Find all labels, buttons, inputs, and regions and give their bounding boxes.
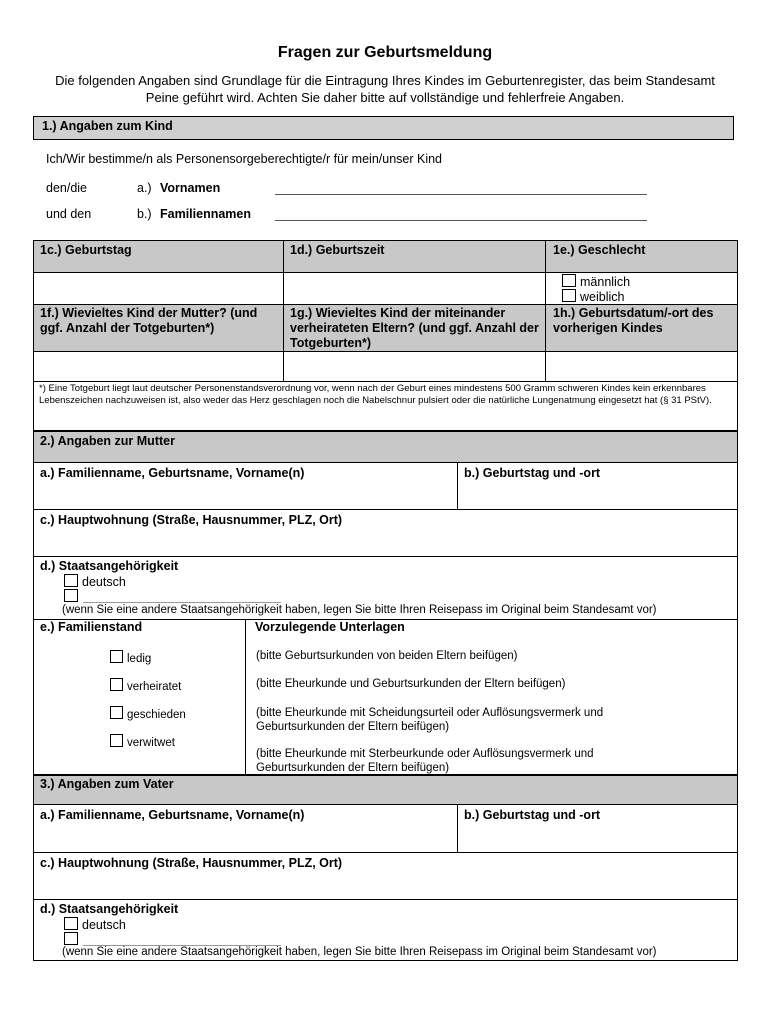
page-title: Fragen zur Geburtsmeldung [277,44,493,61]
checkbox-ledig[interactable] [110,650,123,663]
geschlecht-label: 1e.) Geschlecht [553,243,646,257]
geburtstag-label: 1c.) Geburtstag [40,243,132,257]
wievieltes-kind-eltern-field[interactable] [284,352,545,381]
father-nationality-note: (wenn Sie eine andere Staatsangehörigkeit haben, legen Sie bitte Ihren Reisepass im Original beim Standesamt vor) [62,946,657,958]
gender-female[interactable]: weiblich [562,289,624,304]
father-other-option[interactable] [64,932,82,947]
mother-name-field[interactable] [34,481,457,509]
mother-name-label: a.) Familienname, Geburtsname, Vorname(n) [40,466,305,480]
mother-nationality-label: d.) Staatsangehörigkeit [40,559,179,573]
docs-ledig: (bitte Geburtsurkunden von beiden Eltern beifügen) [256,650,518,662]
wievieltes-kind-mutter-field[interactable] [34,352,283,381]
father-name-field[interactable] [34,823,457,852]
familienstand-label: e.) Familienstand [40,620,143,634]
father-deutsch-option[interactable]: deutsch [64,917,126,932]
checkbox-mother-other[interactable] [64,589,78,602]
checkbox-geschieden[interactable] [110,706,123,719]
status-geschieden[interactable]: geschieden [110,706,186,721]
mother-other-nationality-field[interactable] [83,591,281,603]
geburtstag-field[interactable] [34,273,283,304]
father-other-nationality-field[interactable] [83,934,281,946]
checkbox-father-deutsch[interactable] [64,917,78,930]
row-a-prefix: den/die [46,181,88,195]
geburtszeit-label: 1d.) Geburtszeit [290,243,385,257]
status-verwitwet[interactable]: verwitwet [110,734,175,749]
mother-birth-label: b.) Geburtstag und -ort [464,466,601,480]
unterlagen-label: Vorzulegende Unterlagen [255,620,405,634]
kind-statement: Ich/Wir bestimme/n als Personensorgeberechtigte/r für mein/unser Kind [46,152,443,166]
mother-address-label: c.) Hauptwohnung (Straße, Hausnummer, PLZ, Ort) [40,513,343,527]
geburtszeit-field[interactable] [284,273,545,304]
totgeburt-footnote: *) Eine Totgeburt liegt laut deutscher Personenstandsverordnung vor, wenn nach der Geburt eines mindestens 500 Gramm schweren Kindes kein erkennbares Lebenszeichen nachzuweisen ist, also weder das Herz geschlagen noch die Nabelschnur pulsiert oder die natürliche Lungenatmung eingesetzt hat (§ 31 PStV). [39,383,712,406]
row-a-letter: a.) [137,181,152,195]
father-nationality-label: d.) Staatsangehörigkeit [40,902,179,916]
status-ledig[interactable]: ledig [110,650,151,665]
mother-nationality-note: (wenn Sie eine andere Staatsangehörigkeit haben, legen Sie bitte Ihren Reisepass im Original beim Standesamt vor) [62,604,657,616]
row-b-prefix: und den [46,207,92,221]
father-birth-label: b.) Geburtstag und -ort [464,808,601,822]
wievieltes-kind-eltern-label: 1g.) Wievieltes Kind der miteinander verheirateten Eltern? (und ggf. Anzahl der Totgeburten*) [290,306,539,350]
vorheriges-kind-label: 1h.) Geburtsdatum/-ort des vorherigen Kindes [553,306,714,335]
section3-header: 3.) Angaben zum Vater [40,777,174,791]
mother-deutsch-option[interactable]: deutsch [64,574,126,589]
vornamen-field[interactable] [275,183,647,195]
checkbox-female[interactable] [562,289,576,302]
mother-other-option[interactable] [64,589,82,604]
familienname-field[interactable] [275,209,647,221]
row-b-letter: b.) [137,207,152,221]
section2-header: 2.) Angaben zur Mutter [40,434,175,448]
docs-verwitwet: (bitte Eheurkunde mit Sterbeurkunde oder Auflösungsvermerk und Geburtsurkunden der Eltern beifügen) [256,748,594,774]
checkbox-verheiratet[interactable] [110,678,123,691]
intro-text: Die folgenden Angaben sind Grundlage für die Eintragung Ihres Kindes im Geburtenregister, das beim Standesamt Peine geführt wird. Achten Sie daher bitte auf vollständige und fehlerfreie Angaben. [55,73,715,105]
checkbox-verwitwet[interactable] [110,734,123,747]
checkbox-mother-deutsch[interactable] [64,574,78,587]
mother-birth-field[interactable] [458,481,737,509]
vornamen-label: Vornamen [160,181,221,195]
wievieltes-kind-mutter-label: 1f.) Wievieltes Kind der Mutter? (und ggf. Anzahl der Totgeburten*) [40,306,258,335]
father-name-label: a.) Familienname, Geburtsname, Vorname(n) [40,808,305,822]
section1-header: 1.) Angaben zum Kind [33,116,734,140]
checkbox-male[interactable] [562,274,576,287]
checkbox-father-other[interactable] [64,932,78,945]
familienname-label: Familiennamen [160,207,251,221]
docs-verheiratet: (bitte Eheurkunde und Geburtsurkunden der Eltern beifügen) [256,678,566,690]
father-birth-field[interactable] [458,823,737,852]
mother-address-field[interactable] [34,528,737,556]
status-verheiratet[interactable]: verheiratet [110,678,181,693]
father-address-label: c.) Hauptwohnung (Straße, Hausnummer, PLZ, Ort) [40,856,343,870]
gender-male[interactable]: männlich [562,274,630,289]
father-address-field[interactable] [34,871,737,899]
docs-geschieden: (bitte Eheurkunde mit Scheidungsurteil oder Auflösungsvermerk und Geburtsurkunden der Eltern beifügen) [256,707,604,733]
vorheriges-kind-field[interactable] [546,352,737,381]
